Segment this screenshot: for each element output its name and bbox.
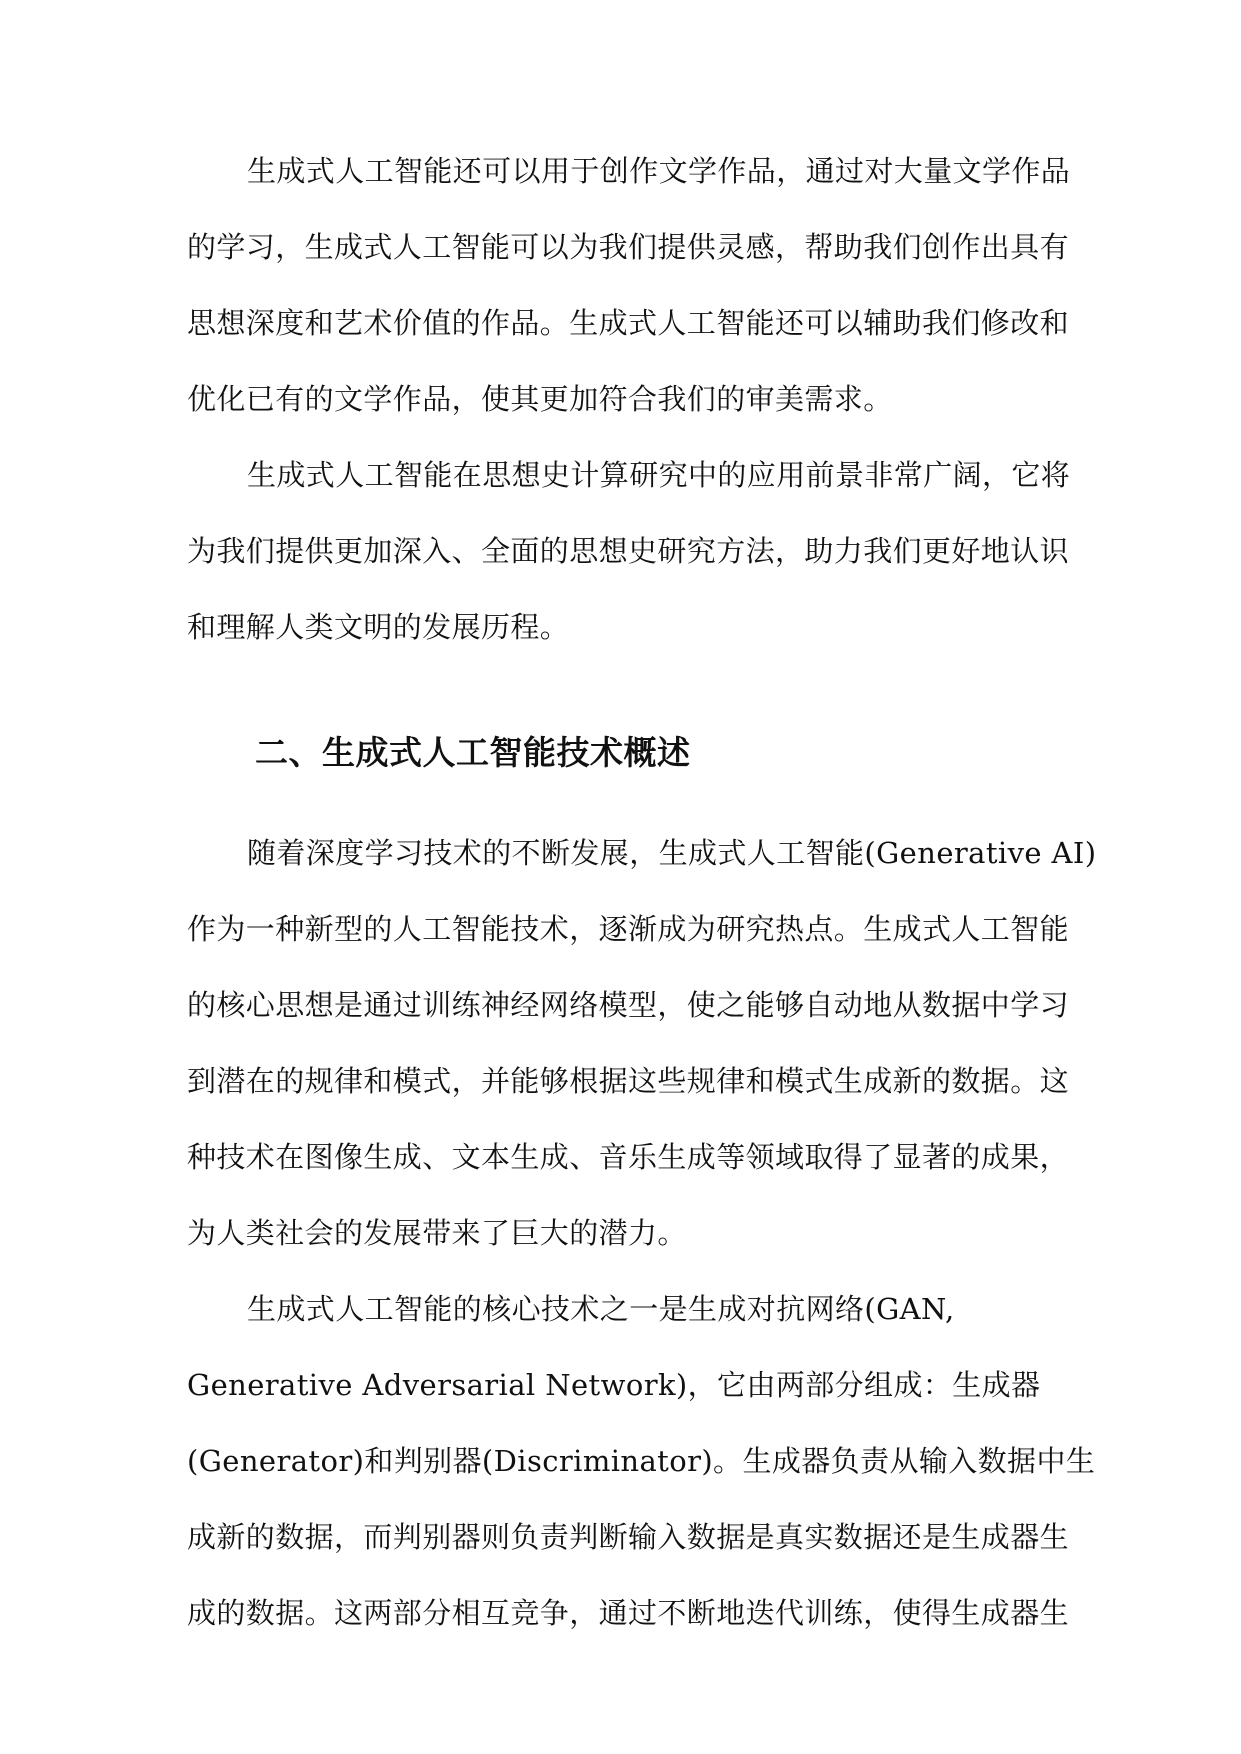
text-line: 成新的数据，而判别器则负责判断输入数据是真实数据还是生成器生 bbox=[187, 1520, 1070, 1554]
text-line: 为我们提供更加深入、全面的思想史研究方法，助力我们更好地认识 bbox=[187, 534, 1070, 568]
text-line: 思想深度和艺术价值的作品。生成式人工智能还可以辅助我们修改和 bbox=[187, 306, 1070, 340]
text-line: 随着深度学习技术的不断发展，生成式人工智能(Generative AI) bbox=[247, 836, 1097, 870]
text-line: 成的数据。这两部分相互竞争，通过不断地迭代训练，使得生成器生 bbox=[187, 1596, 1070, 1630]
paragraph-literary-creation bbox=[187, 146, 1071, 450]
paragraph-gan bbox=[187, 1284, 1096, 1664]
text-line: 和理解人类文明的发展历程。 bbox=[187, 610, 570, 644]
text-line: 为人类社会的发展带来了巨大的潜力。 bbox=[187, 1216, 687, 1250]
text-line: 到潜在的规律和模式，并能够根据这些规律和模式生成新的数据。这 bbox=[187, 1064, 1070, 1098]
page-content bbox=[187, 146, 1097, 1664]
text-line: 的核心思想是通过训练神经网络模型，使之能够自动地从数据中学习 bbox=[187, 988, 1070, 1022]
text-line: (Generator)和判别器(Discriminator)。生成器负责从输入数据中生 bbox=[187, 1444, 1096, 1478]
text-line: 优化已有的文学作品，使其更加符合我们的审美需求。 bbox=[187, 382, 893, 416]
text-line: Generative Adversarial Network)，它由两部分组成：生成器 bbox=[187, 1368, 1041, 1402]
text-line: 生成式人工智能还可以用于创作文学作品，通过对大量文学作品 bbox=[247, 154, 1071, 188]
paragraph-application-prospect bbox=[187, 450, 1071, 678]
text-line: 种技术在图像生成、文本生成、音乐生成等领域取得了显著的成果， bbox=[187, 1140, 1070, 1174]
paragraph-generative-ai-overview bbox=[187, 828, 1097, 1284]
text-line: 作为一种新型的人工智能技术，逐渐成为研究热点。生成式人工智能 bbox=[187, 912, 1070, 946]
text-line: 生成式人工智能的核心技术之一是生成对抗网络(GAN, bbox=[247, 1292, 955, 1326]
text-line: 生成式人工智能在思想史计算研究中的应用前景非常广阔，它将 bbox=[247, 458, 1071, 492]
text-line: 的学习，生成式人工智能可以为我们提供灵感，帮助我们创作出具有 bbox=[187, 230, 1070, 264]
section-heading: 二、生成式人工智能技术概述 bbox=[255, 733, 691, 772]
